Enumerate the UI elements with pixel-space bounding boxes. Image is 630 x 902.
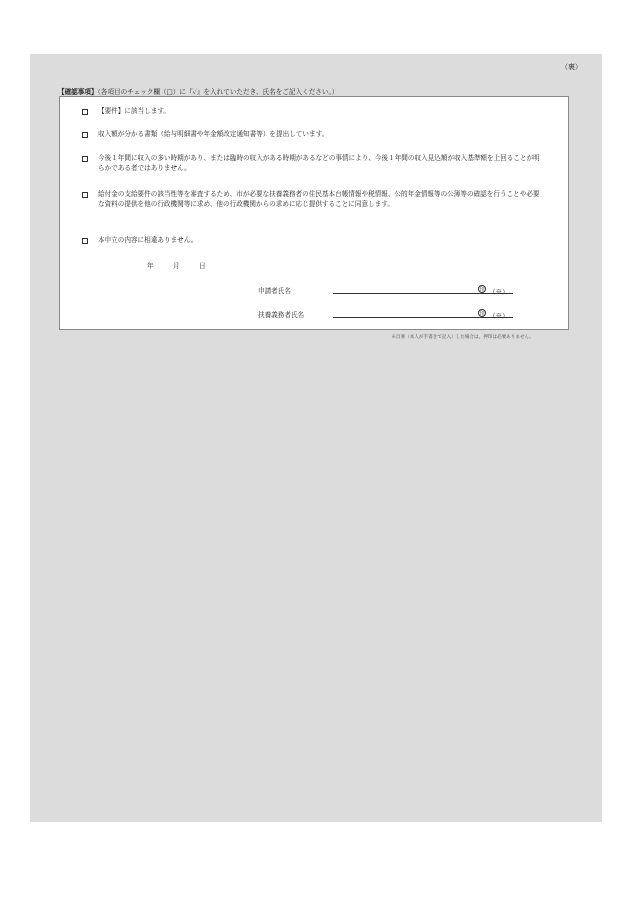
guarantor-name-label: 扶養義務者氏名 <box>258 311 305 319</box>
item-label: 給付金の支給要件の該当性等を審査するため、市が必要な扶養義務者の住民基本台帳情報や税情報、公的年金情報等の公簿等の確認を行うことや必要な資料の提供を他の行政機関等に求め、他の行政機関からの求めに応じ提供することに同意します。 <box>98 190 540 208</box>
guarantor-name-field[interactable] <box>333 317 513 318</box>
page-mark: （裏） <box>561 63 582 71</box>
item-label: 収入額が分かる書類（給与明細書や年金額改定通知書等）を提出しています。 <box>98 130 329 138</box>
applicant-note: （※） <box>489 288 509 296</box>
date-day-label: 日 <box>199 262 206 270</box>
item-checkbox[interactable] <box>82 238 88 244</box>
seal-icon: 印 <box>479 311 485 317</box>
guarantor-note: （※） <box>489 312 509 320</box>
item-checkbox[interactable] <box>82 156 88 162</box>
section-title: 【確認事項】 <box>58 88 98 96</box>
item-checkbox[interactable] <box>82 109 88 115</box>
section-instruction: （各項目のチェック欄（□）に『✓』を入れていただき、氏名をご記入ください。） <box>97 88 339 96</box>
item-label: 本申立の内容に相違ありません。 <box>98 236 198 244</box>
confirmation-box <box>59 96 569 330</box>
date-month-label: 月 <box>173 262 180 270</box>
applicant-name-field[interactable] <box>333 293 513 294</box>
seal-icon: 印 <box>479 287 485 293</box>
footnote: ※自署（本人が手書きで記入）した場合は、押印は必要ありません。 <box>391 335 534 340</box>
item-label: 【要件】に該当します。 <box>98 107 171 115</box>
date-year-label: 年 <box>147 262 154 270</box>
section-header <box>58 86 338 96</box>
item-label: 今後１年間に収入の多い時期があり、または臨時の収入がある時期があるなどの事情により、今後１年間の収入見込額が収入基準額を上回ることが明らかである者ではありません。 <box>98 154 540 172</box>
item-checkbox[interactable] <box>82 192 88 198</box>
item-checkbox[interactable] <box>82 132 88 138</box>
applicant-name-label: 申請者氏名 <box>258 287 291 295</box>
